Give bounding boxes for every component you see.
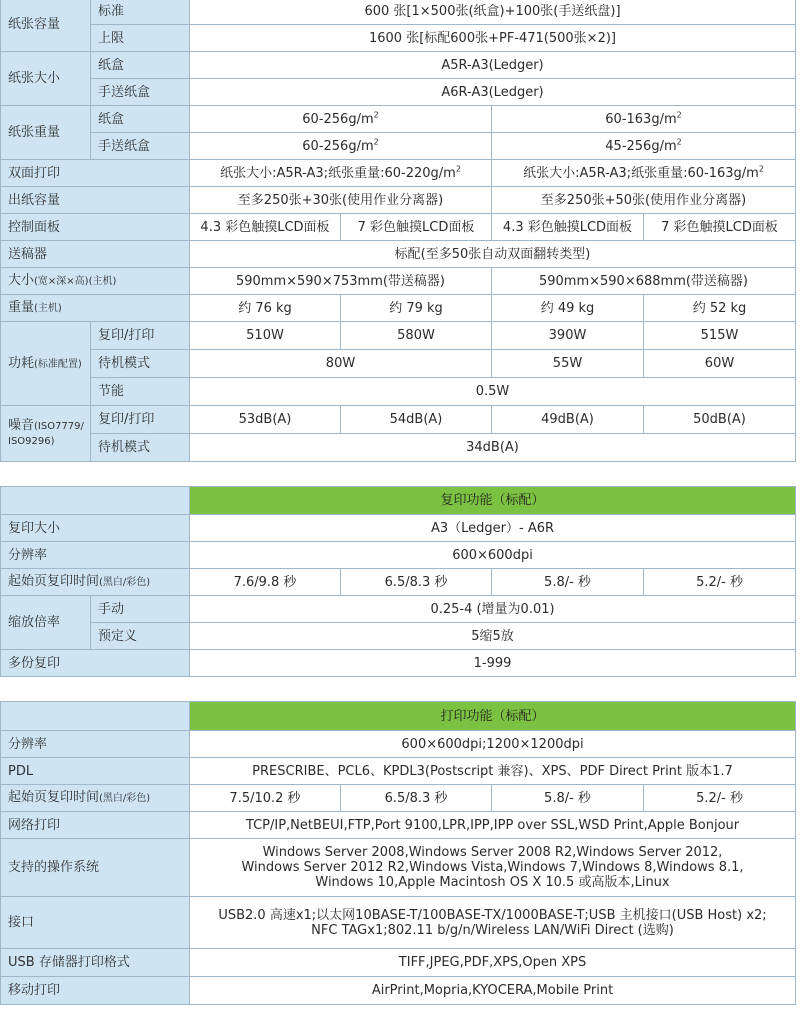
print-resolution-value: 600×600dpi;1200×1200dpi bbox=[190, 731, 796, 758]
paper-capacity-standard-label: 标准 bbox=[91, 0, 190, 25]
pdl-value: PRESCRIBE、PCL6、KPDL3(Postscript 兼容)、XPS、PDF Direct Print 版本1.7 bbox=[190, 758, 796, 785]
duplex-label: 双面打印 bbox=[1, 160, 190, 187]
panel-value-3: 4.3 彩色触摸LCD面板 bbox=[492, 214, 644, 241]
network-print-value: TCP/IP,NetBEUI,FTP,Port 9100,LPR,IPP,IPP over SSL,WSD Print,Apple Bonjour bbox=[190, 812, 796, 839]
interface-label: 接口 bbox=[1, 897, 190, 949]
feeder-value: 标配(至多50张自动双面翻转类型) bbox=[190, 241, 796, 268]
network-print-label: 网络打印 bbox=[1, 812, 190, 839]
noise-copy-value: 53dB(A) bbox=[190, 406, 341, 434]
duplex-value-a: 纸张大小:A5R-A3;纸张重量$:60-220g/m^2$ bbox=[190, 160, 492, 187]
copy-resolution-value: 600×600dpi bbox=[190, 542, 796, 569]
spec-table-general bbox=[0, 0, 796, 462]
pdl-label: PDL bbox=[1, 758, 190, 785]
interface-value bbox=[190, 897, 796, 949]
paper-size-cassette-label: 纸盒 bbox=[91, 52, 190, 79]
paper-size-bypass-label: 手送纸盒 bbox=[91, 79, 190, 106]
copy-first-page-value: 5.8/- 秒 bbox=[492, 569, 644, 596]
copy-resolution-label: 分辨率 bbox=[1, 542, 190, 569]
paper-size-bypass-value: A6R-A3(Ledger) bbox=[190, 79, 796, 106]
noise-standby-value: 34dB(A) bbox=[190, 434, 796, 462]
paper-capacity-label: 纸张容量 bbox=[1, 0, 91, 52]
copy-size-value: A3（Ledger）- A6R bbox=[190, 515, 796, 542]
power-copy-label: 复印/打印 bbox=[91, 322, 190, 350]
noise-label: 噪音(ISO7779/ ISO9296) bbox=[1, 406, 91, 462]
weight-label: 重量(主机) bbox=[1, 295, 190, 322]
power-standby-value-a: 80W bbox=[190, 350, 492, 378]
panel-value-2: 7 彩色触摸LCD面板 bbox=[341, 214, 492, 241]
paper-weight-bypass-a: $60-256g/m^2$ bbox=[190, 133, 492, 160]
power-standby-value-c: 60W bbox=[644, 350, 796, 378]
power-copy-value: 510W bbox=[190, 322, 341, 350]
noise-copy-value: 49dB(A) bbox=[492, 406, 644, 434]
power-label: 功耗(标准配置) bbox=[1, 322, 91, 406]
noise-copy-value: 54dB(A) bbox=[341, 406, 492, 434]
paper-weight-bypass-b: $45-256g/m^2$ bbox=[492, 133, 796, 160]
paper-capacity-max-label: 上限 bbox=[91, 25, 190, 52]
zoom-preset-value: 5缩5放 bbox=[190, 623, 796, 650]
dimensions-value-b: 590mm×590×688mm(带送稿器) bbox=[492, 268, 796, 295]
paper-weight-label: 纸张重量 bbox=[1, 106, 91, 160]
feeder-label: 送稿器 bbox=[1, 241, 190, 268]
panel-label: 控制面板 bbox=[1, 214, 190, 241]
output-value-a: 至多250张+30张(使用作业分离器) bbox=[190, 187, 492, 214]
os-value bbox=[190, 839, 796, 897]
noise-copy-value: 50dB(A) bbox=[644, 406, 796, 434]
duplex-value-b: 纸张大小:A5R-A3;纸张重量$:60-163g/m^2$ bbox=[492, 160, 796, 187]
weight-value-4: 约 52 kg bbox=[644, 295, 796, 322]
output-label: 出纸容量 bbox=[1, 187, 190, 214]
power-copy-value: 390W bbox=[492, 322, 644, 350]
copy-header-blank bbox=[1, 487, 190, 515]
print-header-blank bbox=[1, 702, 190, 731]
multi-copy-value: 1-999 bbox=[190, 650, 796, 677]
print-first-page-value: 5.8/- 秒 bbox=[492, 785, 644, 812]
paper-size-label: 纸张大小 bbox=[1, 52, 91, 106]
print-first-page-label: 起始页复印时间(黑白/彩色) bbox=[1, 785, 190, 812]
power-copy-value: 580W bbox=[341, 322, 492, 350]
interface-line: NFC TAGx1;802.11 b/g/n/Wireless LAN/WiFi Direct (选购) bbox=[311, 922, 674, 938]
print-first-page-value: 6.5/8.3 秒 bbox=[341, 785, 492, 812]
paper-size-cassette-value: A5R-A3(Ledger) bbox=[190, 52, 796, 79]
copy-first-page-label: 起始页复印时间(黑白/彩色) bbox=[1, 569, 190, 596]
zoom-manual-label: 手动 bbox=[91, 596, 190, 623]
print-first-page-value: 7.5/10.2 秒 bbox=[190, 785, 341, 812]
print-resolution-label: 分辨率 bbox=[1, 731, 190, 758]
print-first-page-value: 5.2/- 秒 bbox=[644, 785, 796, 812]
copy-section-header: 复印功能（标配） bbox=[190, 487, 796, 515]
zoom-manual-value: 0.25-4 (增量为0.01) bbox=[190, 596, 796, 623]
panel-value-4: 7 彩色触摸LCD面板 bbox=[644, 214, 796, 241]
paper-weight-cassette-a: $60-256g/m^2$ bbox=[190, 106, 492, 133]
panel-value-1: 4.3 彩色触摸LCD面板 bbox=[190, 214, 341, 241]
mobile-print-value: AirPrint,Mopria,KYOCERA,Mobile Print bbox=[190, 977, 796, 1005]
power-eco-value: 0.5W bbox=[190, 378, 796, 406]
dimensions-value-a: 590mm×590×753mm(带送稿器) bbox=[190, 268, 492, 295]
os-line: Windows 10,Apple Macintosh OS X 10.5 或高版本,Linux bbox=[315, 875, 670, 890]
paper-weight-cassette-label: 纸盒 bbox=[91, 106, 190, 133]
multi-copy-label: 多份复印 bbox=[1, 650, 190, 677]
os-line: Windows Server 2008,Windows Server 2008 R2,Windows Server 2012, bbox=[262, 845, 723, 860]
weight-value-3: 约 49 kg bbox=[492, 295, 644, 322]
usb-print-value: TIFF,JPEG,PDF,XPS,Open XPS bbox=[190, 949, 796, 977]
paper-weight-cassette-b: $60-163g/m^2$ bbox=[492, 106, 796, 133]
copy-first-page-value: 5.2/- 秒 bbox=[644, 569, 796, 596]
copy-first-page-value: 7.6/9.8 秒 bbox=[190, 569, 341, 596]
output-value-b: 至多250张+50张(使用作业分离器) bbox=[492, 187, 796, 214]
dimensions-label: 大小(宽×深×高)(主机) bbox=[1, 268, 190, 295]
zoom-preset-label: 预定义 bbox=[91, 623, 190, 650]
power-copy-value: 515W bbox=[644, 322, 796, 350]
os-line: Windows Server 2012 R2,Windows Vista,Windows 7,Windows 8,Windows 8.1, bbox=[241, 860, 744, 875]
paper-capacity-max-value: 1600 张[标配600张+PF-471(500张×2)] bbox=[190, 25, 796, 52]
weight-value-1: 约 76 kg bbox=[190, 295, 341, 322]
copy-first-page-value: 6.5/8.3 秒 bbox=[341, 569, 492, 596]
os-label: 支持的操作系统 bbox=[1, 839, 190, 897]
mobile-print-label: 移动打印 bbox=[1, 977, 190, 1005]
power-eco-label: 节能 bbox=[91, 378, 190, 406]
print-section-header: 打印功能（标配） bbox=[190, 702, 796, 731]
weight-value-2: 约 79 kg bbox=[341, 295, 492, 322]
interface-line: USB2.0 高速x1;以太网10BASE-T/100BASE-TX/1000BASE-T;USB 主机接口(USB Host) x2; bbox=[218, 907, 767, 923]
zoom-label: 缩放倍率 bbox=[1, 596, 91, 650]
copy-size-label: 复印大小 bbox=[1, 515, 190, 542]
noise-copy-label: 复印/打印 bbox=[91, 406, 190, 434]
paper-weight-bypass-label: 手送纸盒 bbox=[91, 133, 190, 160]
spec-table-copy bbox=[0, 486, 796, 677]
noise-standby-label: 待机模式 bbox=[91, 434, 190, 462]
paper-capacity-standard-value: 600 张[1×500张(纸盒)+100张(手送纸盘)] bbox=[190, 0, 796, 25]
spec-table-print bbox=[0, 701, 796, 1005]
usb-print-label: USB 存储器打印格式 bbox=[1, 949, 190, 977]
power-standby-value-b: 55W bbox=[492, 350, 644, 378]
power-standby-label: 待机模式 bbox=[91, 350, 190, 378]
